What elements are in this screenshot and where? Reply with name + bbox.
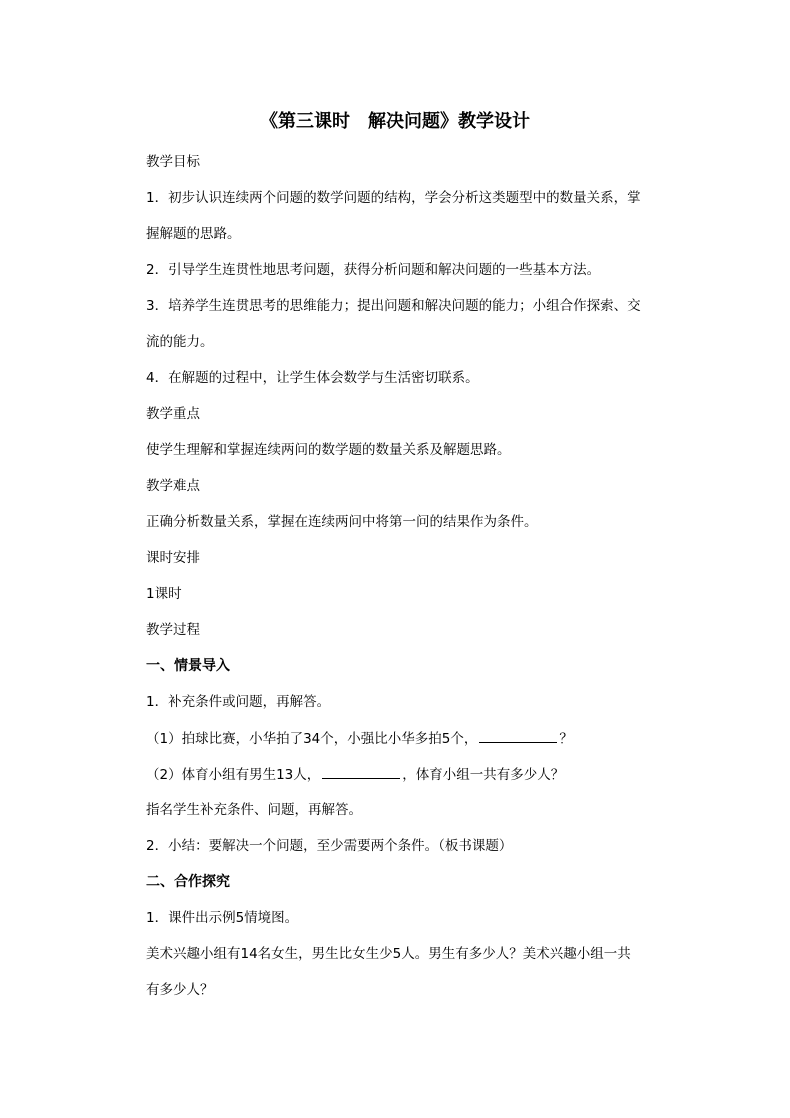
question-2-end: ，体育小组一共有多少人？ xyxy=(402,767,565,783)
section-2-heading: 二、合作探究 xyxy=(146,874,230,890)
key-text: 使学生理解和掌握连续两问的数学题的数量关系及解题思路。 xyxy=(146,442,511,458)
section-1-question-1 xyxy=(146,728,573,749)
section-2-text-line-2: 有多少人？ xyxy=(146,982,214,998)
section-2-item-1: 1．课件出示例5情境图。 xyxy=(146,910,299,926)
goal-item-3-line-1: 3．培养学生连贯思考的思维能力；提出问题和解决问题的能力；小组合作探索、交 xyxy=(146,298,641,314)
section-1-item-1: 1．补充条件或问题，再解答。 xyxy=(146,694,331,710)
goals-heading: 教学目标 xyxy=(146,154,200,170)
section-1-question-2 xyxy=(146,764,564,785)
question-1-text: （1）拍球比赛，小华拍了34个，小强比小华多拍5个， xyxy=(146,731,478,747)
schedule-heading: 课时安排 xyxy=(146,550,200,566)
difficulty-heading: 教学难点 xyxy=(146,478,200,494)
difficulty-text: 正确分析数量关系，掌握在连续两问中将第一问的结果作为条件。 xyxy=(146,514,538,530)
section-1-item-2: 2．小结：要解决一个问题，至少需要两个条件。（板书课题） xyxy=(146,838,513,854)
goal-item-3-line-2: 流的能力。 xyxy=(146,334,214,350)
goal-item-2: 2．引导学生连贯性地思考问题，获得分析问题和解决问题的一些基本方法。 xyxy=(146,262,601,278)
question-2-blank xyxy=(322,764,400,779)
question-1-end: ？ xyxy=(559,731,573,747)
goal-item-1-line-2: 握解题的思路。 xyxy=(146,226,241,242)
schedule-text: 1课时 xyxy=(146,586,182,602)
section-2-text-line-1: 美术兴趣小组有14名女生，男生比女生少5人。男生有多少人？美术兴趣小组一共 xyxy=(146,946,631,962)
goal-item-4: 4．在解题的过程中，让学生体会数学与生活密切联系。 xyxy=(146,370,479,386)
key-heading: 教学重点 xyxy=(146,406,200,422)
section-1-heading: 一、情景导入 xyxy=(146,658,230,674)
goal-item-1-line-1: 1．初步认识连续两个问题的数学问题的结构，学会分析这类题型中的数量关系，掌 xyxy=(146,190,641,206)
question-1-blank xyxy=(479,728,557,743)
section-1-note: 指名学生补充条件、问题，再解答。 xyxy=(146,802,362,818)
process-heading: 教学过程 xyxy=(146,622,200,638)
question-2-text: （2）体育小组有男生13人， xyxy=(146,767,321,783)
document-title: 《第三课时 解决问题》教学设计 xyxy=(260,111,530,132)
